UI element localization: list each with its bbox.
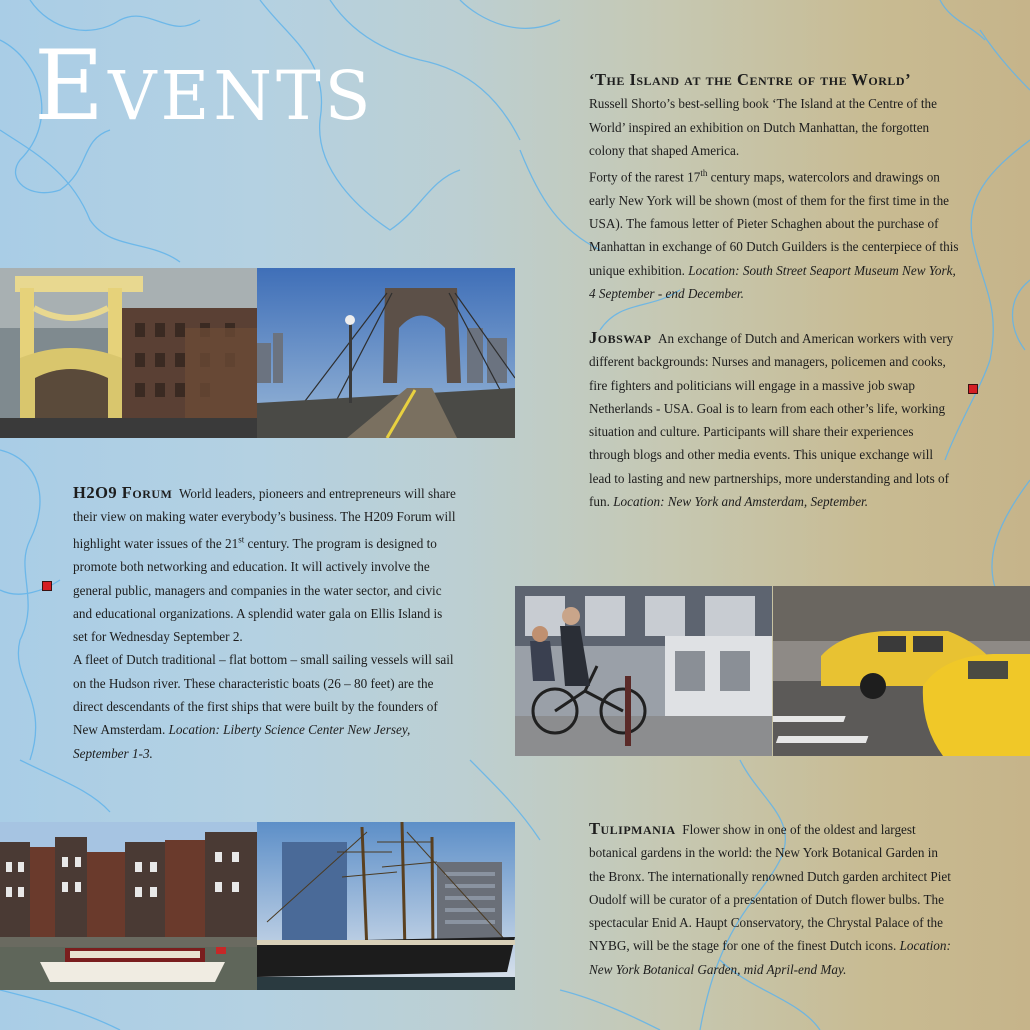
event-text: A fleet of Dutch traditional – flat bottom – small sailing vessels will sail on the Hudson river. These characteristic boats (26 – 80 feet) are the direct descendants of the first ships that were built by the founders of New Amsterdam. — [73, 652, 454, 738]
event-h2o9 — [73, 481, 459, 765]
map-marker — [42, 581, 52, 591]
photo-amsterdam-canal — [0, 822, 257, 990]
event-text: Flower show in one of the oldest and largest botanical gardens in the world: the New York Botanical Garden in the Bronx. The internationally renowned Dutch garden architect Piet Oudolf will be curator of a presentation of Dutch flower bulbs. The spectacular Enid A. Haupt Conservatory, the Chrystal Palace of the NYBG, will be the stage for one of the finest Dutch icons. — [589, 822, 951, 954]
event-tulipmania — [589, 817, 957, 981]
photo-cyclist — [515, 586, 772, 756]
event-heading: Jobswap — [589, 328, 652, 347]
event-location: Location: South Street Seaport Museum New York, 4 September - end December. — [589, 262, 956, 302]
event-island — [589, 68, 959, 305]
event-heading: Tulipmania — [589, 819, 676, 838]
photo-brooklyn-bridge — [257, 268, 515, 438]
event-jobswap — [589, 326, 957, 513]
event-text: An exchange of Dutch and American workers with very different backgrounds: Nurses and managers, policemen and cooks, fire fighters and politicians will engage in a massive job swap Netherlands - USA. Goal is to learn from each other’s life, working situation and culture. Participants will share their experiences through blogs and other media events. This unique exchange will lead to lasting and new partnerships, more understanding and lots of fun. — [589, 331, 954, 510]
event-location: Location: Liberty Science Center New Jersey, September 1-3. — [73, 722, 411, 761]
photo-tall-ship — [257, 822, 515, 990]
event-heading: ‘The Island at the Centre of the World’ — [589, 70, 912, 89]
map-marker — [968, 384, 978, 394]
photo-amsterdam-bridge — [0, 268, 257, 438]
event-location: Location: New York Botanical Garden, mid April-end May. — [589, 938, 951, 977]
event-heading: H2O9 Forum — [73, 483, 173, 502]
event-text: World leaders, pioneers and entrepreneurs will share their view on making water everybody’s business. The H209 Forum will highlight water issues of the 21st century. The program is designed to promote both networking and education. It will actively involve the general public, managers and companies in the water sector, and civic and educational organizations. A splendid water gala on Ellis Island is set for Wednesday September 2. — [73, 486, 456, 645]
event-text: Forty of the rarest 17th century maps, watercolors and drawings on early New York will be shown (most of them for the first time in the USA). The famous letter of Pieter Schaghen about the purchase of Manhattan in exchange of 60 Dutch Guilders is the centerpiece of this unique exhibition. Location: South Street Seaport Museum New York, 4 September - end December. — [589, 168, 959, 302]
page-title: Events — [34, 30, 375, 142]
event-text: Russell Shorto’s best-selling book ‘The Island at the Centre of the World’ inspired an exhibition on Dutch Manhattan, the forgotten colony that shaped America. — [589, 96, 937, 158]
photo-taxis — [773, 586, 1030, 756]
event-location: Location: New York and Amsterdam, September. — [613, 494, 869, 510]
